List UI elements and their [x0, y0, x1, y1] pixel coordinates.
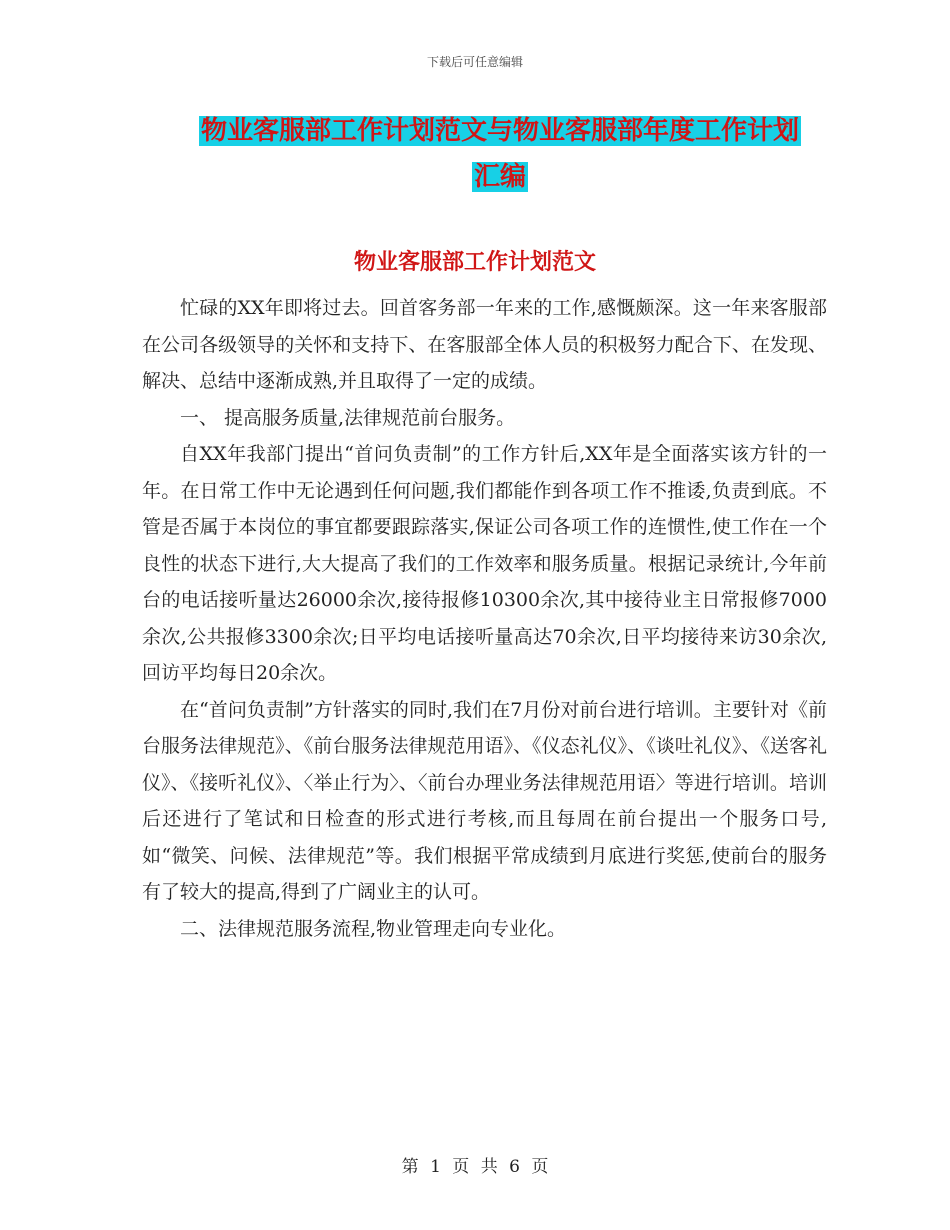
- document-body: [142, 290, 827, 947]
- heading-section-one: 一、 提高服务质量,法律规范前台服务。: [180, 406, 516, 429]
- paragraph-training: 在“首问负责制”方针落实的同时,我们在7月份对前台进行培训。主要针对《前台服务法律规范》、《前台服务法律规范用语》、《仪态礼仪》、《谈吐礼仪》、《送客礼仪》、《接听礼仪》、〈举止行为〉、〈前台办理业务法律规范用语〉等进行培训。培训后还进行了笔试和日检查的形式进行考核,而且每周在前台提出一个服务口号,如“微笑、问候、法律规范”等。我们根据平常成绩到月底进行奖惩,使前台的服务有了较大的提高,得到了广阔业主的认可。: [142, 698, 827, 903]
- document-title-line2: 汇编: [473, 162, 526, 192]
- paragraph-first-responsibility: 自XX年我部门提出“首问负责制”的工作方针后,XX年是全面落实该方针的一年。在日常工作中无论遇到任何问题,我们都能作到各项工作不推诿,负责到底。不管是否属于本岗位的事宜都要跟踪落实,保证公司各项工作的连惯性,使工作在一个良性的状态下进行,大大提高了我们的工作效率和服务质量。根据记录统计,今年前台的电话接听量达26000余次,接待报修10300余次,其中接待业主日常报修7000余次,公共报修3300余次;日平均电话接听量高达70余次,日平均接待来访30余次,回访平均每日20余次。: [142, 443, 827, 684]
- paragraph-intro: 忙碌的XX年即将过去。回首客务部一年来的工作,感慨颇深。这一年来客服部在公司各级领导的关怀和支持下、在客服部全体人员的积极努力配合下、在发现、解决、总结中逐渐成熟,并且取得了一定的成绩。: [142, 297, 827, 392]
- page-number-footer: 第 1 页 共 6 页: [401, 1157, 549, 1177]
- document-title: [150, 108, 850, 200]
- document-title-line1: 物业客服部工作计划范文与物业客服部年度工作计划: [200, 116, 799, 146]
- header-note: 下载后可任意编辑: [426, 55, 523, 69]
- heading-section-two: 二、法律规范服务流程,物业管理走向专业化。: [180, 917, 567, 940]
- section-title: 物业客服部工作计划范文: [353, 250, 596, 275]
